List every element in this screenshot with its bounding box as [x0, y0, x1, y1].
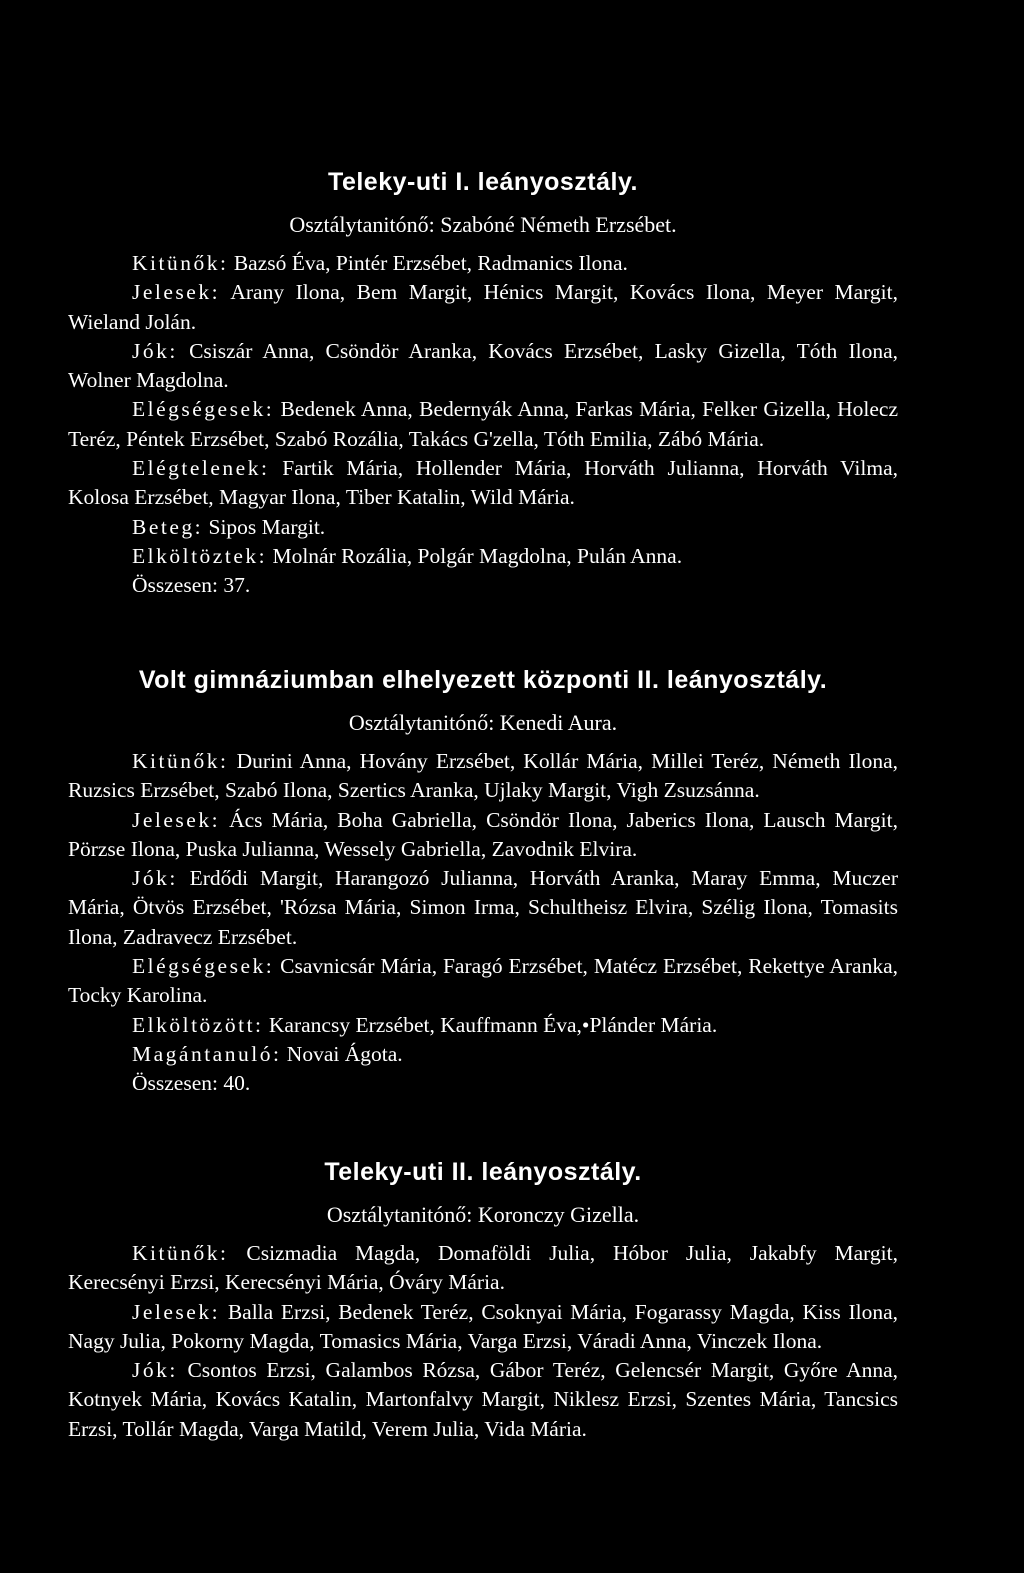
grade-label: Beteg:: [132, 514, 204, 539]
grade-label: Jelesek:: [132, 1299, 221, 1324]
teacher-line: Osztálytanitónő: Szabóné Németh Erzsébet.: [289, 212, 677, 237]
section-teleky-ii: [68, 1158, 898, 1444]
grade-entry: [68, 337, 898, 396]
section-title: Volt gimnáziumban elhelyezett központi II. leányosztály.: [138, 666, 828, 694]
grade-entry: [68, 806, 898, 865]
student-names: Bazsó Éva, Pintér Erzsébet, Radmanics Ilona.: [233, 251, 628, 275]
grade-entry: [68, 1239, 898, 1298]
grade-label: Jók:: [132, 1358, 178, 1383]
grade-entry: [68, 278, 898, 337]
grade-label: Elégtelenek:: [132, 456, 270, 481]
grade-label: Jók:: [132, 338, 178, 363]
grade-entry: [68, 952, 898, 1011]
grade-entry: [68, 395, 898, 454]
section-gimnazium-ii: [68, 666, 898, 1099]
grade-entry: [68, 513, 898, 542]
section-teleky-i: [68, 168, 898, 601]
grade-label: Jelesek:: [132, 807, 221, 832]
grade-entry: [68, 249, 898, 278]
teacher-line: Osztálytanitónő: Koronczy Gizella.: [326, 1202, 640, 1227]
student-names: Csiszár Anna, Csöndör Aranka, Kovács Erzsébet, Lasky Gizella, Tóth Ilona, Wolner Magdolna.: [68, 338, 898, 393]
grade-label: Kitünők:: [132, 749, 229, 773]
student-names: Durini Anna, Hovány Erzsébet, Kollár Mária, Millei Teréz, Németh Ilona, Ruzsics Erzsébet, Szabó Ilona, Szertics Aranka, Ujlaky Margit, Vigh Zsuzsánna.: [68, 749, 899, 803]
grade-entry: [68, 542, 898, 571]
grade-label: Magántanuló:: [132, 1041, 282, 1066]
section-title: Teleky-uti II. leányosztály.: [324, 1158, 642, 1186]
grade-entry: [68, 864, 898, 952]
student-names: Molnár Rozália, Polgár Magdolna, Pulán Anna.: [272, 543, 683, 568]
grade-label: Elköltöztek:: [132, 543, 268, 568]
student-names: Novai Ágota.: [286, 1041, 403, 1066]
grade-entry: [68, 747, 898, 806]
student-names: Karancsy Erzsébet, Kauffmann Éva,•Plánder Mária.: [268, 1012, 718, 1037]
grade-label: Elégségesek:: [132, 954, 275, 979]
grade-label: Elköltözött:: [132, 1012, 264, 1037]
student-names: Csizmadia Magda, Domaföldi Julia, Hóbor Julia, Jakabfy Margit, Kerecsényi Erzsi, Kerecsényi Mária, Óváry Mária.: [68, 1241, 899, 1295]
total-line: Összesen: 40.: [132, 1071, 251, 1096]
student-names: Balla Erzsi, Bedenek Teréz, Csoknyai Mária, Fogarassy Magda, Kiss Ilona, Nagy Julia, Pokorny Magda, Tomasics Mária, Varga Erzsi, Váradi Anna, Vinczek Ilona.: [68, 1299, 899, 1353]
teacher-line: Osztálytanitónő: Kenedi Aura.: [348, 710, 618, 735]
student-names: Sipos Margit.: [208, 514, 326, 539]
grade-entry: [68, 1298, 898, 1357]
student-names: Csontos Erzsi, Galambos Rózsa, Gábor Teréz, Gelencsér Margit, Győre Anna, Kotnyek Mária, Kovács Katalin, Martonfalvy Margit, Niklesz Erzsi, Szentes Mária, Tancsics Erzsi, Tollár Magda, Varga Matild, Verem Julia, Vida Mária.: [68, 1358, 899, 1441]
student-names: Csavnicsár Mária, Faragó Erzsébet, Matécz Erzsébet, Rekettye Aranka, Tocky Karolina.: [68, 954, 898, 1008]
section-title: Teleky-uti I. leányosztály.: [328, 168, 638, 196]
grade-entry: [68, 1040, 898, 1069]
student-names: Arany Ilona, Bem Margit, Hénics Margit, Kovács Ilona, Meyer Margit, Wieland Jolán.: [68, 280, 898, 334]
grade-entry: [68, 1356, 898, 1444]
student-names: Ács Mária, Boha Gabriella, Csöndör Ilona, Jaberics Ilona, Lausch Margit, Pörzse Ilona, Puska Julianna, Wessely Gabriella, Zavodnik Elvira.: [68, 807, 898, 861]
student-names: Erdődi Margit, Harangozó Julianna, Horváth Aranka, Maray Emma, Muczer Mária, Ötvös Erzsébet, 'Rózsa Mária, Simon Irma, Schultheisz Elvira, Szélig Ilona, Tomasits Ilona, Zadravecz Erzsébet.: [68, 866, 898, 949]
student-names: Bedenek Anna, Bedernyák Anna, Farkas Mária, Felker Gizella, Holecz Teréz, Péntek Erzsébet, Szabó Rozália, Takács G'zella, Tóth Emilia, Zábó Mária.: [68, 397, 898, 451]
grade-label: Elégségesek:: [132, 397, 275, 422]
grade-entry: [68, 1011, 898, 1040]
grade-label: Jók:: [132, 866, 178, 891]
total-line: Összesen: 37.: [132, 573, 251, 598]
grade-label: Kitünők:: [132, 1241, 229, 1265]
grade-label: Jelesek:: [132, 280, 221, 305]
grade-label: Kitünők:: [132, 251, 229, 275]
grade-entry: [68, 454, 898, 513]
student-names: Fartik Mária, Hollender Mária, Horváth Julianna, Horváth Vilma, Kolosa Erzsébet, Magyar Ilona, Tiber Katalin, Wild Mária.: [68, 456, 898, 510]
